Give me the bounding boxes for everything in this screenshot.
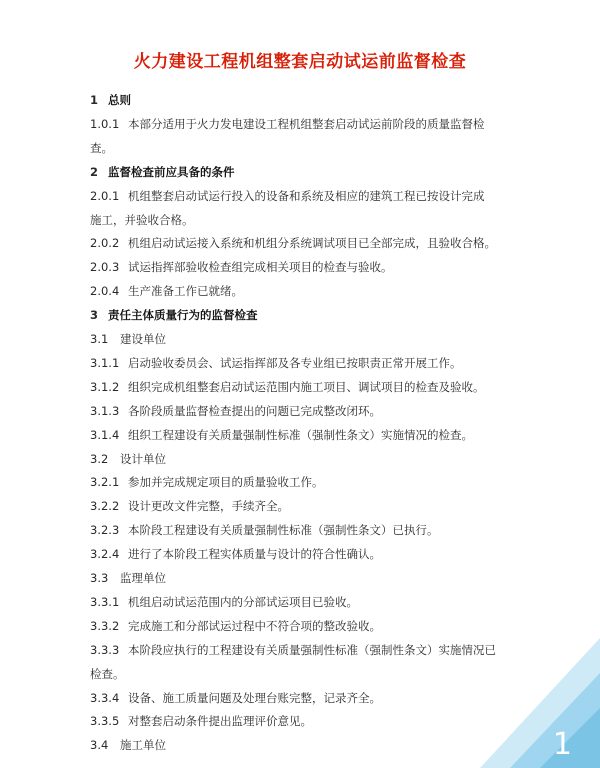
body-line (90, 254, 560, 280)
clause-number: 3.2.4 (90, 547, 120, 562)
clause-text: 查。 (90, 140, 113, 155)
clause-text: 进行了本阶段工程实体质量与设计的符合性确认。 (128, 547, 381, 562)
section-heading (90, 302, 560, 328)
clause-number: 1.0.1 (90, 116, 120, 131)
clause-number: 3.3.2 (90, 618, 120, 633)
clause-number: 3.1 (90, 332, 109, 346)
clause-number: 3.1.3 (90, 403, 120, 418)
body-line (90, 613, 560, 639)
clause-text: 建设单位 (120, 332, 166, 346)
body-line (90, 326, 560, 352)
clause-text: 机组整套启动试运行投入的设备和系统及相应的建筑工程已按设计完成 (128, 188, 485, 203)
clause-text: 生产准备工作已就绪。 (128, 284, 243, 299)
body-line (90, 230, 560, 256)
clause-text: 本阶段工程建设有关质量强制性标准（强制性条文）已执行。 (128, 523, 439, 538)
clause-text: 启动验收委员会、试运指挥部及各专业组已按职责正常开展工作。 (128, 355, 462, 370)
body-line (90, 278, 560, 304)
clause-text: 机组启动试运接入系统和机组分系统调试项目已全部完成，且验收合格。 (128, 236, 496, 251)
body-line (90, 207, 560, 233)
clause-text: 施工单位 (120, 738, 166, 753)
clause-number: 1 (90, 93, 99, 107)
clause-number: 3.2.1 (90, 475, 120, 490)
clause-number: 3.3.4 (90, 690, 120, 705)
clause-text: 本阶段应执行的工程建设有关质量强制性标准（强制性条文）实施情况已 (128, 642, 496, 657)
clause-number: 3.3.3 (90, 642, 120, 657)
body-line (90, 398, 560, 424)
body-line (90, 493, 560, 519)
clause-text: 设计单位 (120, 451, 166, 466)
body-line (90, 446, 560, 472)
clause-text: 设计更改文件完整，手续齐全。 (128, 499, 289, 514)
clause-text: 试运指挥部验收检查组完成相关项目的检查与验收。 (128, 260, 393, 275)
clause-text: 机组启动试运范围内的分部试运项目已验收。 (128, 594, 358, 609)
clause-number: 3.2.2 (90, 499, 120, 514)
clause-text: 各阶段质量监督检查提出的问题已完成整改闭环。 (128, 403, 381, 418)
clause-text: 组织完成机组整套启动试运范围内施工项目、调试项目的检查及验收。 (128, 379, 485, 394)
clause-number: 2.0.4 (90, 284, 120, 299)
body-line (90, 374, 560, 400)
clause-text: 施工，并验收合格。 (90, 212, 194, 227)
document-title: 火力建设工程机组整套启动试运前监督检查 (133, 52, 467, 72)
clause-text: 监理单位 (120, 571, 166, 585)
section-heading (90, 159, 560, 185)
clause-number: 2 (90, 164, 99, 179)
clause-text: 设备、施工质量问题及处理台账完整，记录齐全。 (128, 690, 381, 705)
clause-number: 3.1.4 (90, 427, 120, 442)
body-line (90, 565, 560, 591)
clause-number: 3.2 (90, 451, 109, 466)
section-heading (90, 87, 560, 113)
body-line (90, 517, 560, 543)
body-line (90, 183, 560, 209)
body-line (90, 111, 560, 137)
clause-text: 参加并完成规定项目的质量验收工作。 (128, 475, 324, 490)
body-line (90, 135, 560, 161)
body-line (90, 422, 560, 448)
clause-number: 3.3 (90, 571, 109, 585)
body-line (90, 541, 560, 567)
clause-text: 总则 (108, 93, 131, 107)
clause-text: 本部分适用于火力发电建设工程机组整套启动试运前阶段的质量监督检 (128, 116, 485, 131)
clause-number: 3.1.2 (90, 379, 120, 394)
clause-number: 2.0.1 (90, 188, 120, 203)
clause-number: 3.1.1 (90, 355, 120, 370)
clause-number: 3.3.1 (90, 594, 120, 609)
clause-text: 监督检查前应具备的条件 (108, 164, 235, 179)
clause-text: 责任主体质量行为的监督检查 (108, 308, 258, 323)
clause-text: 检查。 (90, 666, 125, 681)
clause-number: 2.0.2 (90, 236, 120, 251)
body-line (90, 589, 560, 615)
page-number: 1 (552, 727, 572, 762)
clause-number: 3.2.3 (90, 523, 120, 538)
clause-number: 3.4 (90, 738, 109, 753)
page-corner-decoration (480, 638, 600, 768)
clause-text: 完成施工和分部试运过程中不符合项的整改验收。 (128, 618, 381, 633)
clause-text: 组织工程建设有关质量强制性标准（强制性条文）实施情况的检查。 (128, 427, 473, 442)
clause-number: 3 (90, 308, 99, 323)
body-line (90, 350, 560, 376)
clause-number: 3.3.5 (90, 714, 120, 729)
clause-number: 2.0.3 (90, 260, 120, 275)
body-line (90, 469, 560, 495)
clause-text: 对整套启动条件提出监理评价意见。 (128, 714, 312, 729)
